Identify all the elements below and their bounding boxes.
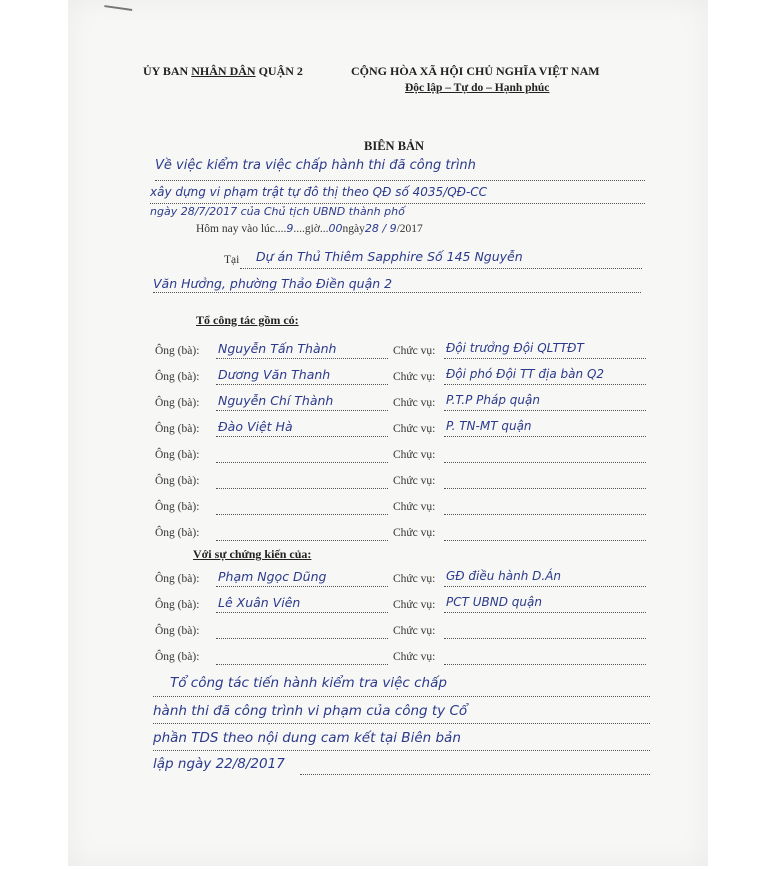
person-label: Ông (bà): (155, 573, 200, 585)
position-label: Chức vụ: (393, 527, 436, 539)
position-label: Chức vụ: (393, 625, 436, 637)
dotted-line (216, 514, 388, 515)
dotted-line (216, 586, 388, 587)
place-line-2: Văn Hưởng, phường Thảo Điền quận 2 (153, 276, 393, 291)
person-label: Ông (bà): (155, 397, 200, 409)
person-position: P.T.P Pháp quận (446, 393, 540, 407)
team-heading: Tổ công tác gồm có: (196, 313, 299, 327)
dotted-line (153, 750, 650, 751)
subject-line-3: ngày 28/7/2017 của Chủ tịch UBND thành phố (150, 205, 405, 218)
person-label: Ông (bà): (155, 423, 200, 435)
dotted-line (444, 664, 646, 665)
dotted-line (153, 292, 641, 293)
body-line-4: lập ngày 22/8/2017 (153, 756, 285, 772)
person-label: Ông (bà): (155, 449, 200, 461)
position-label: Chức vụ: (393, 371, 436, 383)
dotted-line (444, 488, 646, 489)
person-name: Dương Văn Thanh (218, 367, 331, 382)
position-label: Chức vụ: (393, 475, 436, 487)
subject-line-1: Về việc kiểm tra việc chấp hành thi đã công trình (155, 158, 476, 173)
person-position: Đội trưởng Đội QLTTĐT (446, 341, 584, 355)
dotted-line (444, 384, 646, 385)
dotted-line (444, 540, 646, 541)
dotted-line (155, 180, 645, 181)
person-label: Ông (bà): (155, 527, 200, 539)
agency-name: ỦY BAN NHÂN DÂN QUẬN 2 (143, 64, 303, 78)
person-label: Ông (bà): (155, 651, 200, 663)
dotted-line (153, 723, 650, 724)
dotted-line (444, 514, 646, 515)
dotted-line (216, 436, 388, 437)
person-label: Ông (bà): (155, 371, 200, 383)
position-label: Chức vụ: (393, 501, 436, 513)
document-title: BIÊN BẢN (364, 139, 425, 153)
person-position: PCT UBND quận (446, 595, 542, 609)
person-position: P. TN-MT quận (446, 419, 532, 433)
dotted-line (444, 586, 646, 587)
national-motto: Độc lập – Tự do – Hạnh phúc (405, 82, 550, 94)
position-label: Chức vụ: (393, 423, 436, 435)
republic-name: CỘNG HÒA XÃ HỘI CHỦ NGHĨA VIỆT NAM (351, 64, 600, 78)
body-line-2: hành thi đã công trình vi phạm của công ty Cổ (153, 703, 468, 719)
witness-heading: Với sự chứng kiến của: (193, 547, 312, 561)
dotted-line (444, 358, 646, 359)
dotted-line (444, 410, 646, 411)
dotted-line (216, 540, 388, 541)
place-line-1: Dự án Thủ Thiêm Sapphire Số 145 Nguyễn (256, 249, 523, 264)
dotted-line (216, 638, 388, 639)
person-name: Nguyễn Chí Thành (218, 393, 334, 408)
person-label: Ông (bà): (155, 599, 200, 611)
dotted-line (444, 462, 646, 463)
dotted-line (444, 436, 646, 437)
position-label: Chức vụ: (393, 449, 436, 461)
dotted-line (444, 638, 646, 639)
place-label: Tại (224, 254, 240, 266)
dotted-line (216, 410, 388, 411)
person-name: Phạm Ngọc Dũng (218, 569, 327, 584)
dotted-line (216, 488, 388, 489)
dotted-line (216, 664, 388, 665)
person-name: Đào Việt Hà (218, 419, 293, 434)
dotted-line (216, 358, 388, 359)
person-name: Lê Xuân Viên (218, 595, 301, 610)
position-label: Chức vụ: (393, 397, 436, 409)
dotted-line (216, 612, 388, 613)
position-label: Chức vụ: (393, 651, 436, 663)
dotted-line (444, 612, 646, 613)
person-label: Ông (bà): (155, 345, 200, 357)
person-label: Ông (bà): (155, 625, 200, 637)
dotted-line (153, 696, 650, 697)
dotted-line (240, 268, 642, 269)
body-line-1: Tổ công tác tiến hành kiểm tra việc chấp (170, 675, 447, 691)
position-label: Chức vụ: (393, 345, 436, 357)
dotted-line (216, 462, 388, 463)
person-name: Nguyễn Tấn Thành (218, 341, 337, 356)
person-label: Ông (bà): (155, 475, 200, 487)
dotted-line (300, 774, 650, 775)
subject-line-2: xây dựng vi phạm trật tự đô thị theo QĐ số 4035/QĐ-CC (150, 185, 488, 199)
time-line: Hôm nay vào lúc....9....giờ...00ngày28 / 9/2017 (196, 222, 423, 235)
person-label: Ông (bà): (155, 501, 200, 513)
person-position: GĐ điều hành D.Án (446, 569, 562, 583)
position-label: Chức vụ: (393, 573, 436, 585)
dotted-line (216, 384, 388, 385)
position-label: Chức vụ: (393, 599, 436, 611)
person-position: Đội phó Đội TT địa bàn Q2 (446, 367, 605, 381)
body-line-3: phần TDS theo nội dung cam kết tại Biên bản (153, 730, 461, 746)
dotted-line (150, 203, 645, 204)
